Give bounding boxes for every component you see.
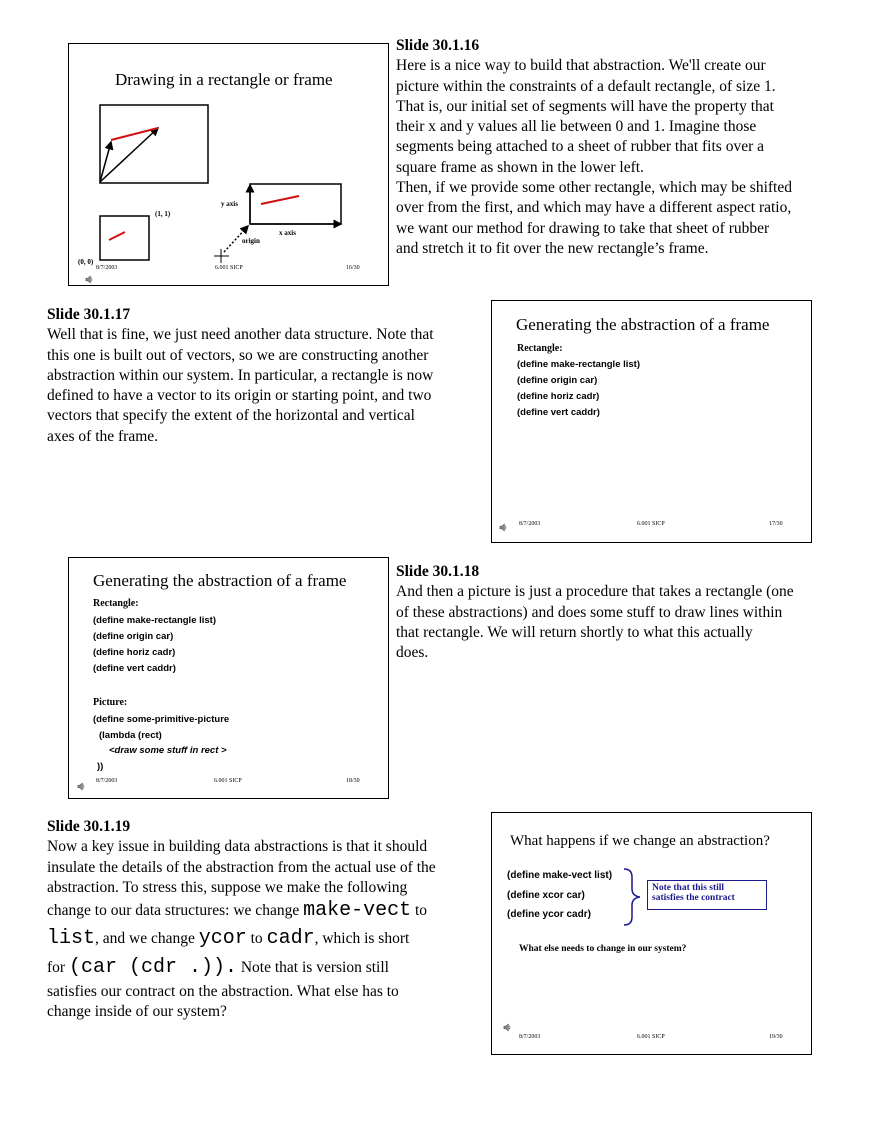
slide-17-image bbox=[491, 300, 812, 543]
code-line: (define xcor car) bbox=[507, 890, 585, 901]
text-line: insulate the details of the abstraction from the actual use of the bbox=[47, 858, 436, 876]
slide-18-body bbox=[396, 582, 840, 663]
code-line: (define origin car) bbox=[93, 631, 174, 642]
text-line: does. bbox=[396, 644, 429, 662]
x-axis-label: x axis bbox=[279, 229, 296, 237]
slide-17-notes bbox=[47, 305, 487, 447]
code-run: make-vect bbox=[303, 899, 412, 923]
text-run: for bbox=[47, 959, 69, 977]
text-line: abstraction within our system. In particular, a rectangle is now bbox=[47, 366, 434, 384]
footer-course: 6.001 SICP bbox=[215, 265, 243, 271]
text-line: this one is built out of vectors, so we are constructing another bbox=[47, 346, 429, 364]
footer-page: 17/30 bbox=[769, 521, 783, 527]
text-line: That is, our initial set of segments will have the property that bbox=[396, 97, 774, 115]
text-line: change inside of our system? bbox=[47, 1003, 227, 1021]
slide-19-heading: Slide 30.1.19 bbox=[47, 818, 131, 835]
text-line bbox=[47, 954, 487, 982]
text-run: Note that is version still bbox=[236, 959, 389, 977]
text-line: picture within the constraints of a default rectangle, of size 1. bbox=[396, 77, 776, 95]
footer-course: 6.001 SICP bbox=[214, 778, 242, 784]
text-line bbox=[47, 924, 487, 954]
text-line bbox=[47, 898, 487, 924]
code-line: (lambda (rect) bbox=[99, 730, 162, 741]
code-line: (define ycor cadr) bbox=[507, 909, 591, 920]
text-line: and stretch it to fit over the new rectangle’s frame. bbox=[396, 239, 709, 257]
text-line: Well that is fine, we just need another data structure. Note that bbox=[47, 326, 434, 344]
text-run: to bbox=[411, 902, 428, 920]
code-run: list bbox=[47, 927, 96, 951]
code-line: (define origin car) bbox=[517, 375, 598, 386]
text-line: And then a picture is just a procedure that takes a rectangle (one bbox=[396, 583, 794, 601]
point-label-1-1: (1, 1) bbox=[155, 210, 171, 218]
footer-page: 18/30 bbox=[346, 778, 360, 784]
slide-18-image bbox=[68, 557, 389, 799]
note-line: satisfies the contract bbox=[652, 893, 735, 903]
code-line: (define make-vect list) bbox=[507, 870, 613, 881]
text-line: that rectangle. We will return shortly to what this actually bbox=[396, 623, 753, 641]
slide-16-notes bbox=[396, 36, 836, 259]
code-line: (define make-rectangle list) bbox=[517, 359, 641, 370]
footer-date: 8/7/2003 bbox=[96, 778, 118, 784]
footer-course: 6.001 SICP bbox=[637, 1034, 665, 1040]
code-line: (define horiz cadr) bbox=[517, 391, 600, 402]
red-segment-target bbox=[261, 196, 299, 204]
text-line: Here is a nice way to build that abstraction. We'll create our bbox=[396, 57, 766, 75]
section-label: Rectangle: bbox=[93, 598, 139, 609]
slide-17-heading: Slide 30.1.17 bbox=[47, 306, 131, 323]
footer-page: 16/30 bbox=[346, 265, 360, 271]
slide-18-notes bbox=[396, 562, 840, 663]
speaker-icon[interactable] bbox=[85, 275, 94, 284]
contract-note bbox=[647, 880, 767, 910]
footer-date: 8/7/2003 bbox=[96, 265, 118, 271]
text-line: segments being attached to a sheet of rubber that fits over a bbox=[396, 138, 764, 156]
code-line: (define make-rectangle list) bbox=[93, 615, 217, 626]
frame-diagram bbox=[69, 44, 390, 287]
text-line: Now a key issue in building data abstractions is that it should bbox=[47, 838, 428, 856]
red-segment-small bbox=[109, 232, 125, 240]
text-line: satisfies our contract on the abstraction. What else has to bbox=[47, 983, 399, 1001]
text-line: axes of the frame. bbox=[47, 427, 159, 445]
code-line: (define some-primitive-picture bbox=[93, 714, 230, 725]
question-text: What else needs to change in our system? bbox=[519, 944, 687, 954]
slide-16-body bbox=[396, 56, 836, 259]
slide-16-heading: Slide 30.1.16 bbox=[396, 37, 480, 54]
slide-17-body bbox=[47, 325, 487, 447]
code-line: )) bbox=[97, 761, 104, 772]
origin-label: origin bbox=[242, 237, 260, 245]
slide-title: Drawing in a rectangle or frame bbox=[115, 70, 333, 89]
text-run: change to our data structures: we change bbox=[47, 902, 304, 920]
text-line: their x and y values all lie between 0 and 1. Imagine those bbox=[396, 118, 757, 136]
code-line: (define vert caddr) bbox=[93, 663, 176, 674]
text-line: vectors that specify the extent of the horizontal and vertical bbox=[47, 407, 415, 425]
text-line: we want our method for drawing to take that sheet of rubber bbox=[396, 219, 770, 237]
large-frame bbox=[100, 105, 208, 183]
section-label: Picture: bbox=[93, 697, 128, 708]
text-run: , and we change bbox=[95, 930, 199, 948]
text-run: to bbox=[246, 930, 267, 948]
speaker-icon[interactable] bbox=[503, 1023, 512, 1032]
slide-19-image bbox=[491, 812, 812, 1055]
code-line: (define vert caddr) bbox=[517, 407, 600, 418]
text-line: of these abstractions) and does some stuff to draw lines within bbox=[396, 603, 783, 621]
text-line: square frame as shown in the lower left. bbox=[396, 158, 644, 176]
footer-date: 8/7/2003 bbox=[519, 1034, 541, 1040]
slide-19-notes bbox=[47, 817, 487, 1023]
slide-title: Generating the abstraction of a frame bbox=[516, 315, 770, 334]
section-label: Rectangle: bbox=[517, 343, 563, 354]
text-run: , which is short bbox=[314, 930, 410, 948]
code-run: (car (cdr .)). bbox=[68, 956, 237, 980]
footer-date: 8/7/2003 bbox=[519, 521, 541, 527]
footer-course: 6.001 SICP bbox=[637, 521, 665, 527]
brace-icon bbox=[620, 867, 644, 927]
slide-title: What happens if we change an abstraction? bbox=[510, 833, 770, 849]
unit-frame bbox=[100, 216, 149, 260]
point-label-0-0: (0, 0) bbox=[78, 258, 94, 266]
text-line: Then, if we provide some other rectangle, which may be shifted bbox=[396, 179, 792, 197]
footer-page: 19/30 bbox=[769, 1034, 783, 1040]
code-run: ycor bbox=[198, 927, 247, 951]
y-axis-label: y axis bbox=[221, 200, 238, 208]
slide-16-image bbox=[68, 43, 389, 286]
text-line: abstraction. To stress this, suppose we make the following bbox=[47, 878, 408, 896]
code-line: <draw some stuff in rect > bbox=[109, 745, 227, 756]
note-line: Note that this still bbox=[652, 883, 725, 893]
code-line: (define horiz cadr) bbox=[93, 647, 176, 658]
speaker-icon[interactable] bbox=[77, 782, 86, 791]
slide-title: Generating the abstraction of a frame bbox=[93, 571, 347, 590]
code-run: cadr bbox=[266, 927, 315, 951]
text-line: defined to have a vector to its origin or starting point, and two bbox=[47, 387, 432, 405]
text-line: over from the first, and which may have a different aspect ratio, bbox=[396, 199, 792, 217]
slide-18-heading: Slide 30.1.18 bbox=[396, 563, 480, 580]
speaker-icon[interactable] bbox=[499, 523, 508, 532]
